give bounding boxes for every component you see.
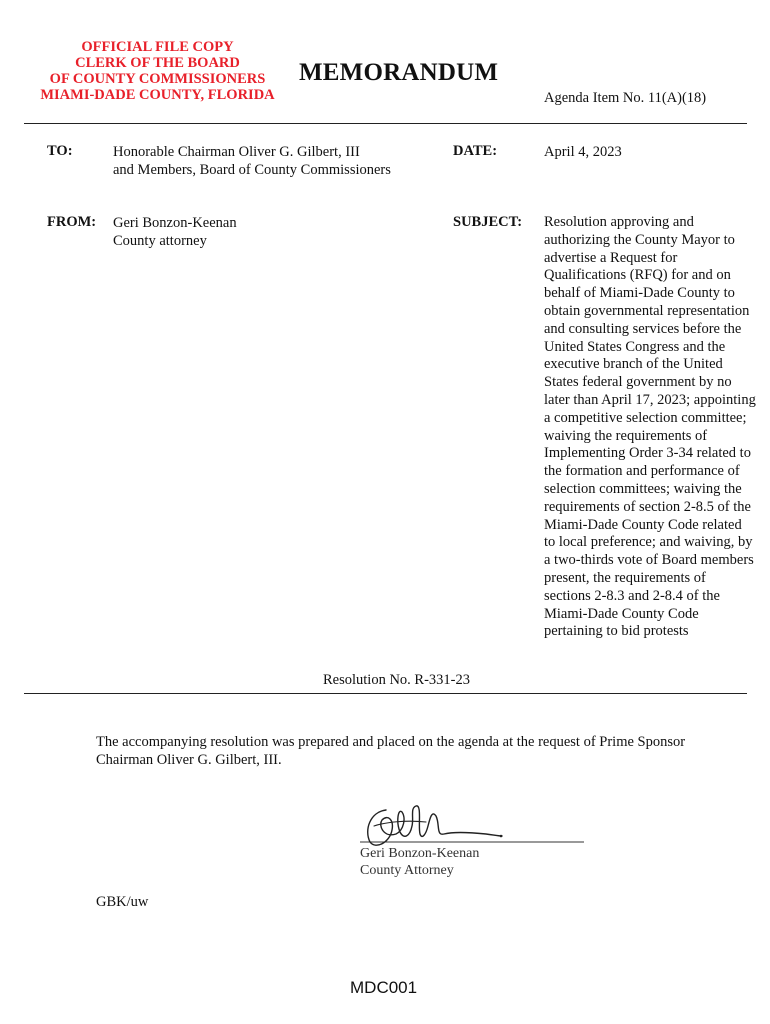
signatory-name: Geri Bonzon-Keenan bbox=[360, 846, 480, 861]
from-sender bbox=[113, 214, 237, 250]
subject-text: Resolution approving and authorizing the County Mayor to advertise a Request for Qualifications (RFQ) for and on behalf of Miami-Dade County to obtain governmental representation and consulting services before the United States Congress and the executive branch of the United States federal government by no later than April 17, 2023; appointing a competitive selection committee; waiving the requirements of Implementing Order 3-34 related to the formation and performance of selection committees; waiving the requirements of section 2-8.5 of the Miami-Dade County Code related to local preference; and waiving, by a two-thirds vote of Board members present, the requirements of sections 2-8.3 and 2-8.4 of the Miami-Dade County Code pertaining to bid protests bbox=[544, 214, 756, 640]
subject-label: SUBJECT: bbox=[453, 214, 523, 230]
to-line: Honorable Chairman Oliver G. Gilbert, III bbox=[113, 144, 360, 160]
agenda-item-number: Agenda Item No. 11(A)(18) bbox=[544, 90, 707, 106]
memo-header-bottom-divider bbox=[24, 693, 747, 694]
stamp-line: OFFICIAL FILE COPY bbox=[81, 39, 234, 55]
body-line: The accompanying resolution was prepared and placed on the agenda at the request of Prime Sponsor bbox=[96, 734, 686, 750]
stamp-line: CLERK OF THE BOARD bbox=[75, 55, 240, 71]
to-label: TO: bbox=[47, 143, 73, 159]
from-label: FROM: bbox=[47, 214, 97, 230]
stamp-line: OF COUNTY COMMISSIONERS bbox=[49, 71, 266, 87]
handwritten-signature bbox=[356, 796, 588, 852]
stamp-line: MIAMI-DADE COUNTY, FLORIDA bbox=[40, 87, 275, 103]
to-recipients bbox=[113, 143, 391, 179]
signatory-block bbox=[360, 845, 479, 879]
signatory-title: County Attorney bbox=[360, 863, 454, 878]
to-line: and Members, Board of County Commissioners bbox=[113, 162, 391, 178]
header-divider bbox=[24, 123, 747, 124]
body-paragraph bbox=[96, 733, 685, 769]
typist-initials: GBK/uw bbox=[96, 894, 149, 910]
from-line: County attorney bbox=[113, 233, 207, 249]
date-label: DATE: bbox=[453, 143, 498, 159]
official-file-copy-stamp bbox=[30, 39, 285, 103]
from-line: Geri Bonzon-Keenan bbox=[113, 215, 237, 231]
memo-title: MEMORANDUM bbox=[299, 59, 499, 86]
date-value: April 4, 2023 bbox=[544, 144, 622, 160]
body-line: Chairman Oliver G. Gilbert, III. bbox=[96, 752, 282, 768]
resolution-number: Resolution No. R-331-23 bbox=[323, 672, 471, 688]
document-id: MDC001 bbox=[350, 978, 418, 997]
